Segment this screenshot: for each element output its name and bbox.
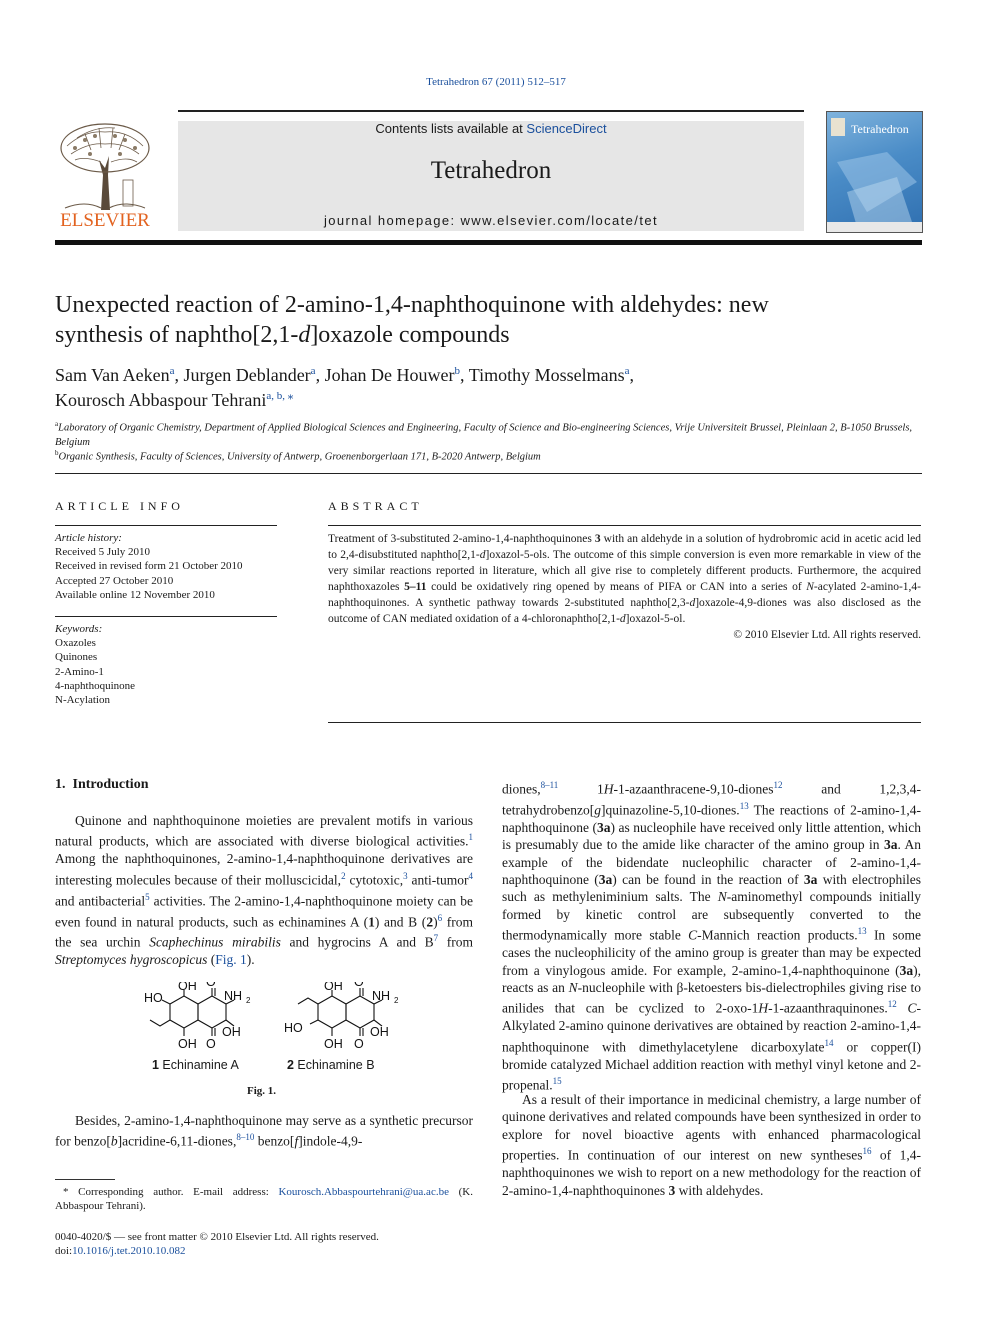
article-title xyxy=(55,290,922,350)
text-segment: anti-tumor xyxy=(407,872,469,888)
reference-link[interactable]: 7 xyxy=(433,933,439,944)
compound-ref: 3 xyxy=(668,1182,676,1198)
svg-text:OH: OH xyxy=(324,1037,343,1051)
echinamine-structures-icon xyxy=(140,982,400,1054)
keyword-item: 2-Amino-1 xyxy=(55,665,104,678)
svg-text:O: O xyxy=(206,1037,216,1051)
compound-name: Echinamine B xyxy=(293,1058,375,1072)
author-separator: , xyxy=(174,365,180,385)
doi-prefix: doi: xyxy=(55,1245,73,1257)
svg-text:2: 2 xyxy=(246,996,251,1005)
abstract-segment: ]oxazole-4,9-diones was also disclosed as the outcome of CAN mediated oxidation of a 4-chloronaphtho[2,1- xyxy=(328,597,922,625)
section-heading xyxy=(55,777,148,793)
species-name: Scaphechinus mirabilis xyxy=(149,934,281,950)
affiliation-label: b xyxy=(55,449,59,457)
abstract-header: ABSTRACT xyxy=(328,499,423,513)
text-segment: ]quinazoline-5,10-diones. xyxy=(600,802,740,818)
svg-text:O: O xyxy=(206,982,216,989)
journal-banner xyxy=(178,121,804,231)
svg-text:OH: OH xyxy=(178,1037,197,1051)
text-segment: activities. The 2-amino-1,4-naphthoquinone moiety can be even found in natural products, such as echinamines A ( xyxy=(55,893,473,930)
title-part-b: ]oxazole compounds xyxy=(310,322,510,348)
author-name: Sam Van Aeken xyxy=(55,365,170,385)
italic-d: d xyxy=(689,597,696,609)
text-segment: ]indole-4,9- xyxy=(298,1133,363,1149)
italic-b: b xyxy=(110,1133,118,1149)
journal-citation[interactable]: Tetrahedron 67 (2011) 512–517 xyxy=(426,76,566,88)
italic-c: C xyxy=(688,927,698,943)
cover-mark-icon xyxy=(831,118,845,136)
abstract-segment: Treatment of 3-substituted 2-amino-1,4-naphthoquinones xyxy=(328,533,595,545)
text-segment: ). xyxy=(246,952,255,968)
italic-n: N xyxy=(717,889,727,905)
author-separator: , xyxy=(460,365,465,385)
molecule-label-1 xyxy=(152,1058,239,1072)
text-segment: As a result of their importance in medicinal chemistry, a large number of quinone derivatives and related compounds have been synthesized in order to explore for novel bioactive agents with enhanced pharmacological properties. In continuation of our interest on new syntheses xyxy=(502,1092,921,1163)
text-segment: Besides, 2-amino-1,4-naphthoquinone may serve as a synthetic precursor for benzo[ xyxy=(55,1113,473,1149)
doi-link[interactable]: 10.1016/j.tet.2010.10.082 xyxy=(72,1245,186,1257)
affiliation-text: Organic Synthesis, Faculty of Sciences, University of Antwerp, Groenenborgerlaan 171, B-2020 Antwerp, Belgium xyxy=(58,451,541,463)
svg-text:OH: OH xyxy=(324,982,343,993)
svg-text:HO: HO xyxy=(144,991,163,1005)
italic-d: d xyxy=(479,549,486,561)
italic-n: N xyxy=(568,979,578,995)
text-segment: ) xyxy=(433,914,438,930)
svg-text:NH: NH xyxy=(224,989,243,1003)
text-segment: 1 xyxy=(558,781,604,797)
affiliation-label: a xyxy=(55,420,59,428)
cover-bottom-band xyxy=(827,222,922,232)
footnote-suffix: (K. Abbaspour Tehrani). xyxy=(55,1186,473,1212)
cover-graphic-icon xyxy=(827,142,922,232)
text-segment: The reactions of 2-amino-1,4-naphthoquinone ( xyxy=(502,802,921,835)
compound-ref: 3a xyxy=(899,962,914,978)
journal-name: Tetrahedron xyxy=(430,157,552,184)
text-segment: . An example of the bidendate nucleophilic character of 2-amino-1,4-naphthoquinone ( xyxy=(502,837,921,888)
reference-link[interactable]: 16 xyxy=(862,1146,872,1157)
history-item: Accepted 27 October 2010 xyxy=(55,574,174,587)
text-segment: Among the naphthoquinones, 2-amino-1,4-naphthoquinone derivatives are interesting molecules because of their molluscicidal, xyxy=(55,851,473,888)
text-segment: and hygrocins A and B xyxy=(280,934,434,950)
reference-link[interactable]: 8–11 xyxy=(540,780,559,790)
right-paragraph-2 xyxy=(502,1091,921,1199)
figure-1 xyxy=(140,982,400,1082)
elsevier-tree-icon xyxy=(55,120,155,212)
text-segment: -Mannich reaction products. xyxy=(697,927,858,943)
text-segment: with aldehydes. xyxy=(675,1182,764,1198)
keywords-rule xyxy=(55,616,277,617)
text-segment: ( xyxy=(207,952,216,968)
reference-link[interactable]: 6 xyxy=(437,912,443,923)
author-name: Johan De Houwer xyxy=(324,365,455,385)
history-label: Article history: xyxy=(55,532,122,544)
text-segment: ) as nucleophile have received only little attention, which is presumably due to the amide like character of the amino group in xyxy=(502,819,921,853)
title-part-a: synthesis of naphtho[2,1- xyxy=(55,322,299,348)
text-segment: of 1,4-naphthoquinones we wish to report on a new methodology for the reaction of 2-amino-1,4-naphthoquinones xyxy=(502,1147,921,1198)
compound-ref: 3a xyxy=(598,872,613,888)
text-segment: -1-azaanthraquinones. xyxy=(768,1000,888,1016)
author-list xyxy=(55,361,922,411)
contents-prefix: Contents lists available at xyxy=(375,121,527,136)
keyword-item: N-Acylation xyxy=(55,694,110,707)
reference-link[interactable]: 12 xyxy=(887,999,897,1010)
footnote-rule xyxy=(55,1179,115,1180)
elsevier-logo xyxy=(55,120,155,232)
article-history xyxy=(55,531,277,602)
author-name: Kourosch Abbaspour Tehrani xyxy=(55,390,267,410)
author-separator: , xyxy=(315,365,321,385)
svg-text:HO: HO xyxy=(284,1021,303,1035)
abstract-top-rule xyxy=(328,525,921,526)
contents-line xyxy=(178,121,804,136)
italic-n: N xyxy=(806,581,814,593)
history-item: Available online 12 November 2010 xyxy=(55,588,215,601)
italic-h: H xyxy=(758,1000,769,1016)
compound-name: Echinamine A xyxy=(158,1058,239,1072)
keywords-label: Keywords: xyxy=(55,623,103,635)
reference-link[interactable]: 8–10 xyxy=(236,1132,255,1143)
author-name: Timothy Mosselmans xyxy=(468,365,625,385)
text-segment: -1-azaanthracene-9,10-diones xyxy=(613,781,774,797)
italic-f: f xyxy=(294,1133,299,1149)
compound-ref: 3 xyxy=(594,533,601,545)
compound-ref: 3a xyxy=(803,872,818,888)
text-segment: from the sea urchin xyxy=(55,914,473,950)
svg-text:2: 2 xyxy=(394,996,399,1005)
right-paragraph-1 xyxy=(502,777,921,1094)
reference-link[interactable]: 13 xyxy=(739,800,749,811)
affiliation-text: Laboratory of Organic Chemistry, Department of Applied Biological Sciences and Engineering, Faculty of Science and Bio-engineering Sciences, Vrije Universiteit Brussel, Pleinlaan 2, B-1050 Brussels, Belgium xyxy=(55,422,913,448)
keywords xyxy=(55,622,277,707)
italic-g: g xyxy=(594,802,601,818)
svg-text:OH: OH xyxy=(222,1025,241,1039)
affiliation-b xyxy=(55,446,922,465)
author xyxy=(55,365,179,385)
journal-homepage-link[interactable]: journal homepage: www.elsevier.com/locate/tet xyxy=(324,213,658,228)
title-line-1: Unexpected reaction of 2-amino-1,4-naphthoquinone with aldehydes: new xyxy=(55,292,769,318)
author xyxy=(184,365,321,385)
title-part-d: d xyxy=(298,322,311,348)
keyword-item: Oxazoles xyxy=(55,637,96,650)
author-affiliation-mark[interactable]: a xyxy=(310,365,316,377)
reference-link[interactable]: 5 xyxy=(145,891,150,902)
compound-ref: 3a xyxy=(597,819,611,835)
keyword-item: Quinones xyxy=(55,651,98,664)
keyword-item: 4-naphthoquinone xyxy=(55,679,136,692)
text-segment: -aminomethyl compounds initially formed by kinetic control are subsequently converted to the thermodynamically more stable xyxy=(502,889,921,943)
author-affiliation-mark[interactable]: a, b, ⁎ xyxy=(266,390,294,402)
svg-text:O: O xyxy=(354,982,364,989)
author-affiliation-mark[interactable]: a xyxy=(169,365,175,377)
author xyxy=(55,390,293,410)
svg-text:OH: OH xyxy=(178,982,197,993)
italic-d: d xyxy=(619,613,626,625)
text-segment: or copper(I) bromide catalyzed Michael addition reaction with methyl vinyl ketone and 2-propenal. xyxy=(502,1039,921,1093)
text-segment: Quinone and naphthoquinone moieties are prevalent motifs in various natural products, which are associated with diverse biological activities. xyxy=(55,813,473,849)
reference-link[interactable]: 13 xyxy=(857,926,867,937)
reference-link[interactable]: 3 xyxy=(403,870,408,881)
italic-c: C xyxy=(907,1000,917,1016)
compound-ref: 2 xyxy=(426,914,434,930)
svg-text:NH: NH xyxy=(372,989,391,1003)
corresponding-author-footnote xyxy=(55,1185,473,1213)
text-segment: diones, xyxy=(502,781,541,797)
article-info-rule xyxy=(55,525,277,526)
sciencedirect-link[interactable]: ScienceDirect xyxy=(526,121,607,136)
front-matter xyxy=(55,1230,555,1258)
text-segment: from xyxy=(438,934,474,950)
intro-paragraph-2 xyxy=(55,1112,473,1150)
text-segment: ]acridine-6,11-diones, xyxy=(117,1133,237,1149)
abstract-segment: could be oxidatively ring opened by means of PIFA or CAN into a series of xyxy=(426,581,807,593)
section-number: 1. xyxy=(55,777,66,792)
italic-h: H xyxy=(603,781,614,797)
svg-text:OH: OH xyxy=(370,1025,389,1039)
compound-ref: 5–11 xyxy=(404,581,427,593)
author-separator: , xyxy=(629,365,634,385)
footnote-prefix: * Corresponding author. E-mail address: xyxy=(63,1186,279,1198)
author-affiliation-mark[interactable]: a xyxy=(624,365,630,377)
text-segment: benzo[ xyxy=(254,1133,295,1149)
doi-line xyxy=(55,1244,555,1258)
article-info-header: ARTICLE INFO xyxy=(55,499,184,513)
abstract-segment: ]oxazol-5-ol. xyxy=(625,613,686,625)
affiliation-rule xyxy=(55,473,922,474)
abstract-segment: ]oxazol-5-ols. The outcome of this simple conversion is even more remarkable in view of the very similar reactions reported in literature, which all give rise to completely different products. Furthermore, the acquired naphthoxazoles xyxy=(328,549,922,593)
svg-text:O: O xyxy=(354,1037,364,1051)
author xyxy=(325,365,465,385)
copyright: © 2010 Elsevier Ltd. All rights reserved. xyxy=(733,629,921,641)
text-segment: ), reacts as an xyxy=(502,962,921,995)
reference-link[interactable]: 2 xyxy=(341,870,346,881)
front-matter-line: 0040-4020/$ — see front matter © 2010 Elsevier Ltd. All rights reserved. xyxy=(55,1231,379,1243)
text-segment: ) can be found in the reaction of xyxy=(612,872,804,888)
molecule-label-2 xyxy=(287,1058,375,1072)
abstract-segment: -acylated 2-amino-1,4-naphthoquinones. A synthetic pathway towards 2-substituted naphtho[2,3- xyxy=(328,581,922,609)
affiliation-a xyxy=(55,417,922,450)
reference-link[interactable]: 12 xyxy=(773,780,783,790)
history-item: Received 5 July 2010 xyxy=(55,546,151,559)
history-item: Received in revised form 21 October 2010 xyxy=(55,560,243,573)
text-segment xyxy=(897,1001,908,1016)
text-segment: In some cases the nucleophilicity of the amino group is greater than may be expected from a vinylogous amide. For example, 2-amino-1,4-naphthoquinone ( xyxy=(502,927,921,978)
author-email-link[interactable]: Kourosch.Abbaspourtehrani@ua.ac.be xyxy=(278,1186,449,1198)
abstract-segment: with an aldehyde in a solution of hydrobromic acid in acetic acid led to 2,4-disubstituted naphtho[2,1- xyxy=(328,533,921,561)
title-line-2 xyxy=(55,320,922,350)
text-segment: and antibacterial xyxy=(55,893,146,909)
abstract-text xyxy=(328,531,921,643)
figure-link[interactable]: Fig. 1 xyxy=(215,952,247,968)
text-segment: -Alkylated 2-amino quinone derivatives are obtained by reaction 2-amino-1,4-naphthoquinone with dimethylacetylene dicarboxylate xyxy=(502,1000,922,1055)
author xyxy=(469,365,634,385)
text-segment: with electrophiles such as methyleniminium salts. The xyxy=(502,872,922,905)
compound-number: 1 xyxy=(152,1058,159,1072)
reference-link[interactable]: 14 xyxy=(824,1037,834,1048)
author-affiliation-mark[interactable]: b xyxy=(454,365,461,377)
abstract-bottom-rule xyxy=(328,722,921,723)
text-segment: -nucleophile with β-ketoesters bis-dielectrophiles giving rise to anilides that can be cyclized to 2-oxo-1 xyxy=(502,979,921,1016)
compound-number: 2 xyxy=(287,1058,294,1072)
intro-paragraph-1 xyxy=(55,812,473,969)
elsevier-wordmark: ELSEVIER xyxy=(60,210,150,231)
section-title: Introduction xyxy=(72,777,149,792)
compound-ref: 1 xyxy=(368,914,375,930)
journal-cover xyxy=(826,111,923,233)
compound-ref: 3a xyxy=(883,837,898,853)
cover-title: Tetrahedron xyxy=(851,122,909,136)
text-segment: cytotoxic, xyxy=(345,872,404,888)
header-thick-rule xyxy=(55,240,922,245)
reference-link[interactable]: 4 xyxy=(468,870,473,881)
reference-link[interactable]: 15 xyxy=(552,1076,562,1086)
figure-caption: Fig. 1. xyxy=(247,1085,277,1097)
species-name: Streptomyces hygroscopicus xyxy=(55,952,208,968)
text-segment: ) and B ( xyxy=(374,914,427,930)
reference-link[interactable]: 1 xyxy=(468,832,473,843)
header-rule xyxy=(178,110,804,112)
author-name: Jurgen Deblander xyxy=(183,365,311,385)
text-segment: and 1,2,3,4-tetrahydrobenzo[ xyxy=(502,781,921,818)
